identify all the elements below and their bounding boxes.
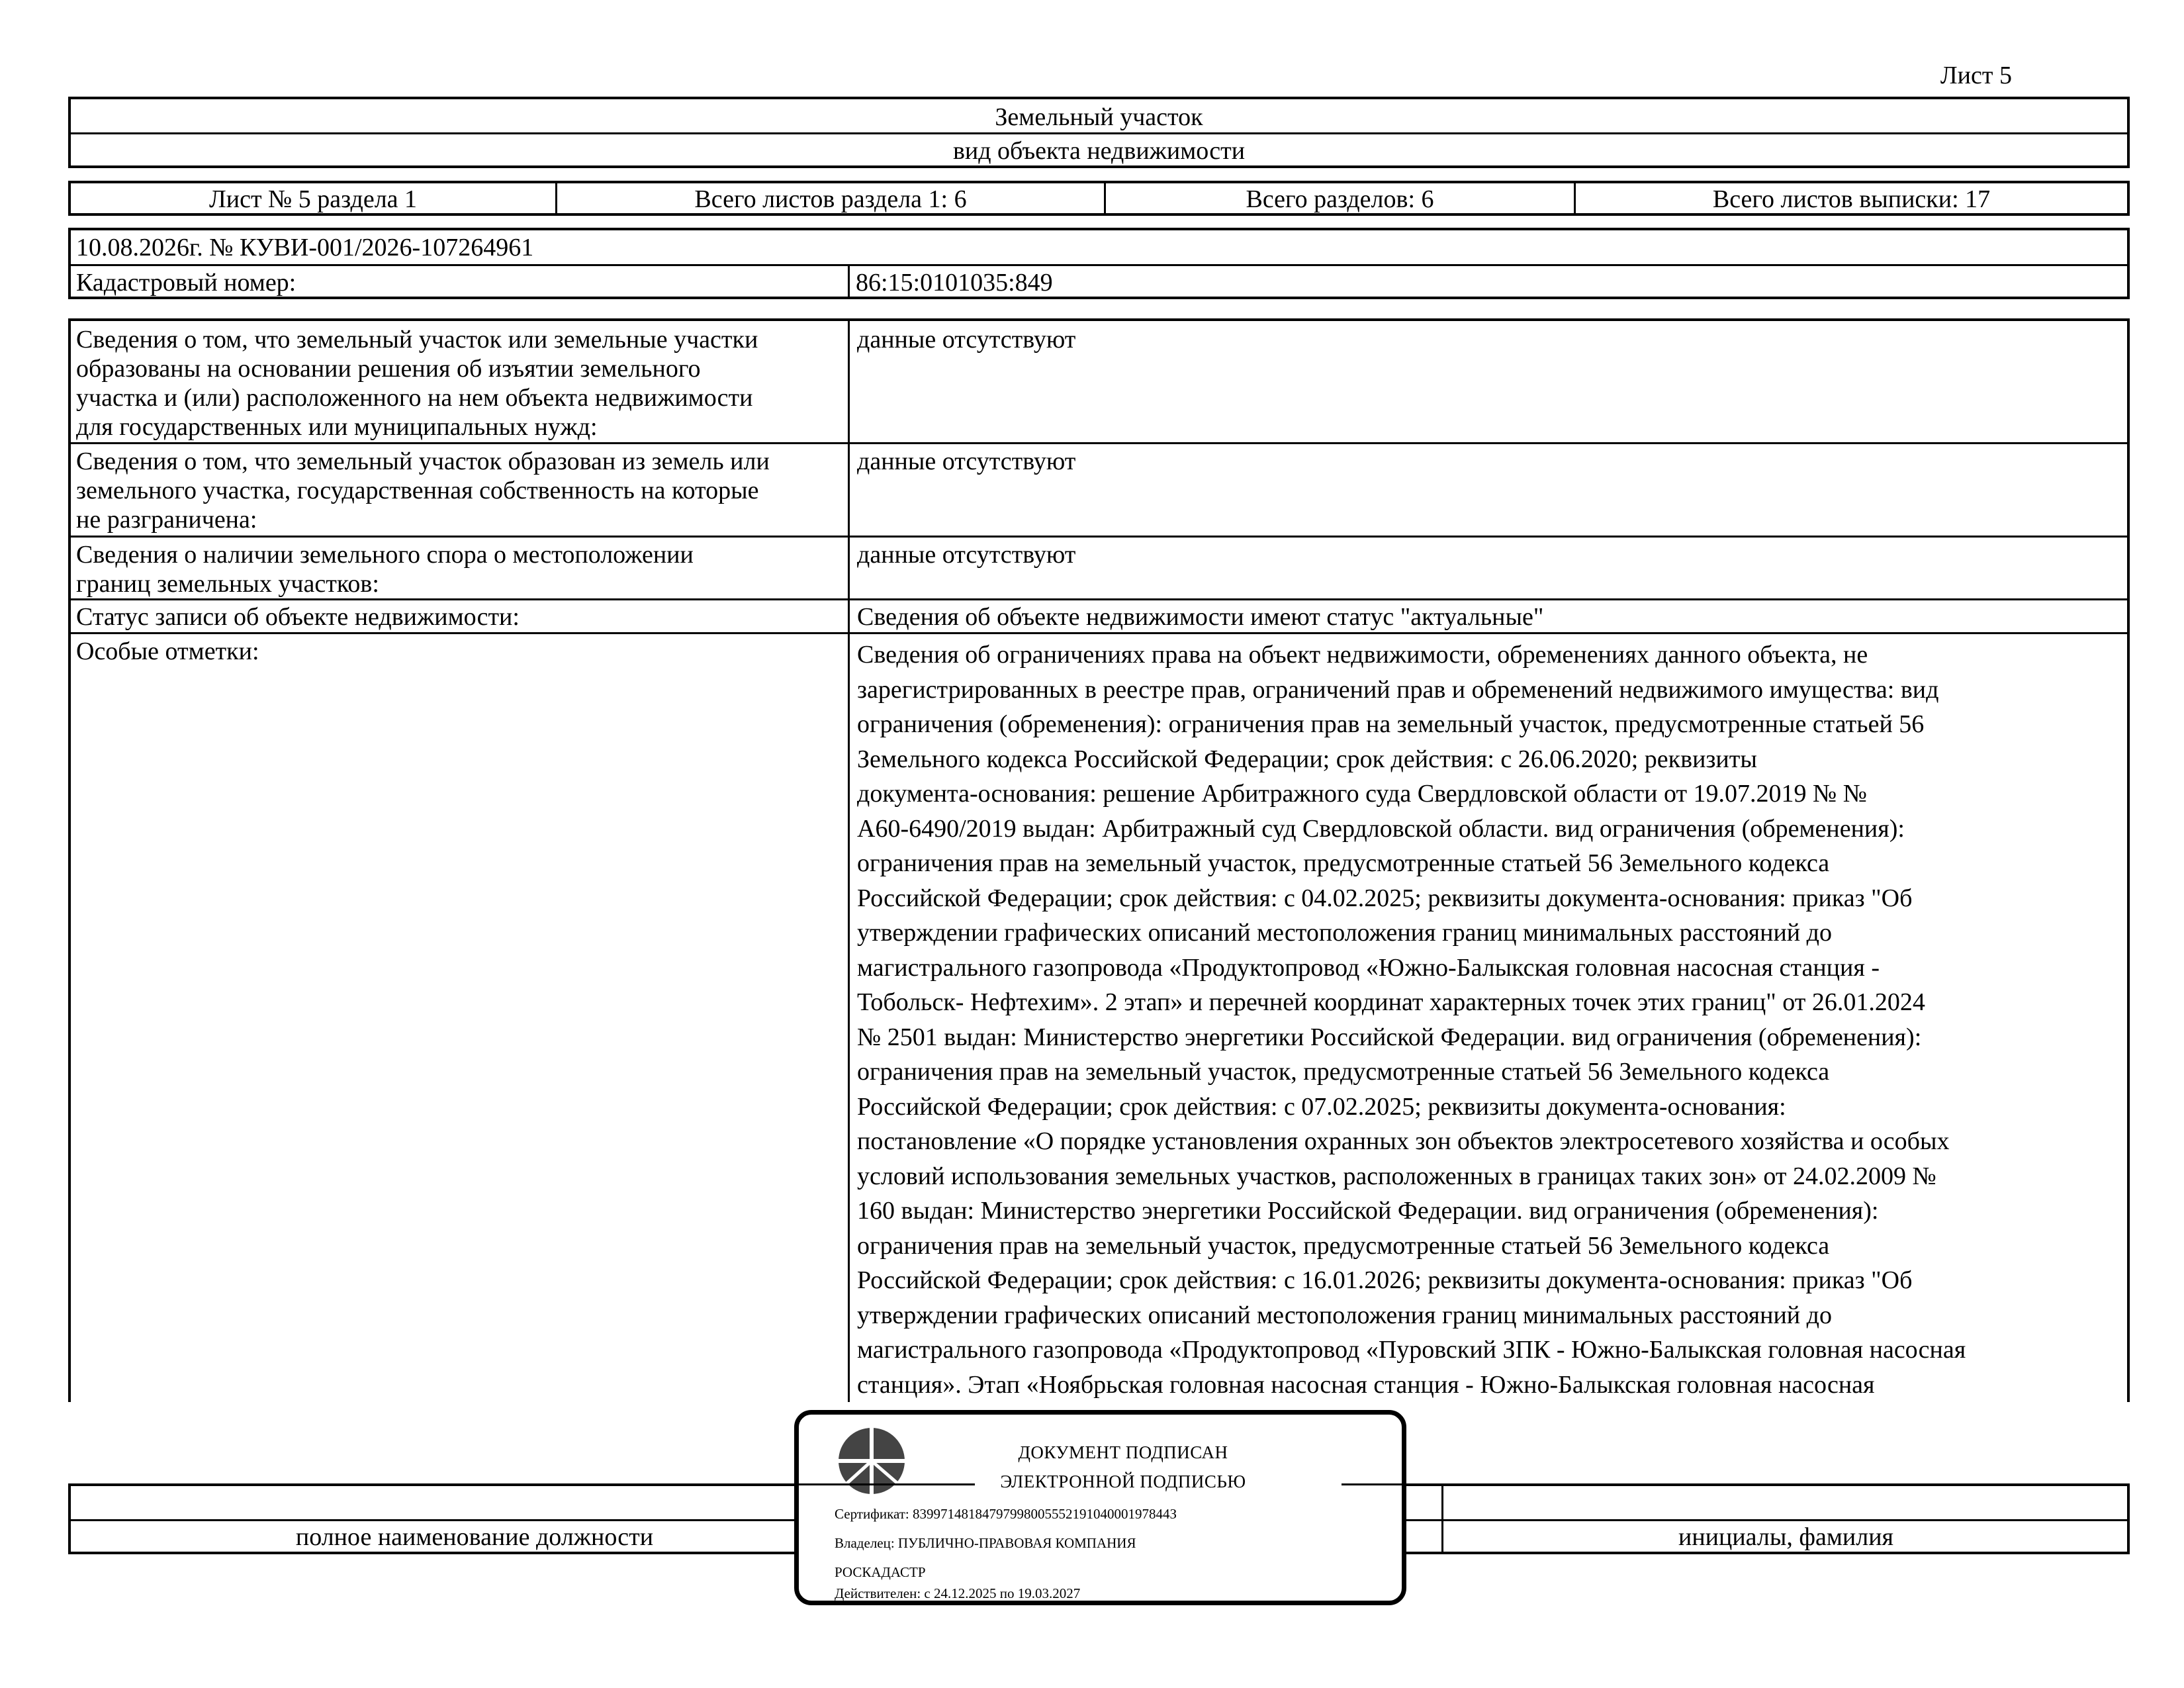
divider: [1441, 1486, 1443, 1552]
electronic-signature-stamp: [794, 1410, 1406, 1605]
sheet-of-section: Лист № 5 раздела 1: [208, 185, 418, 213]
detail-value-seizure: данные отсутствуют: [857, 326, 1076, 353]
special-marks-line: ограничения прав на земельный участок, предусмотренные статьей 56 Земельного кодекса: [857, 1231, 1830, 1260]
object-header: [68, 97, 2130, 168]
name-caption: инициалы, фамилия: [1678, 1523, 1894, 1551]
special-marks-line: ограничения прав на земельный участок, предусмотренные статьей 56 Земельного кодекса: [857, 1058, 1830, 1086]
object-type-caption: вид объекта недвижимости: [952, 137, 1246, 165]
special-marks-line: ограничения прав на земельный участок, предусмотренные статьей 56 Земельного кодекса: [857, 849, 1830, 877]
total-sheets-extract: Всего листов выписки: 17: [1712, 185, 1991, 213]
stamp-title-line1: ДОКУМЕНТ ПОДПИСАН: [1018, 1442, 1228, 1462]
detail-label-seizure: Сведения о том, что земельный участок или земельные участки образованы на основании решения об изъятии земельного участка и (или) расположенного на нем объекта недвижимости для государственных или муниципальных нужд:: [76, 326, 758, 441]
special-marks-line: Российской Федерации; срок действия: с 16.01.2026; реквизиты документа-основания: приказ "Об: [857, 1266, 1913, 1294]
stamp-rule-right: [1342, 1483, 1421, 1485]
special-marks-line: постановление «О порядке установления охранных зон объектов электросетевого хозяйства и особых: [857, 1127, 1950, 1155]
special-marks-text: [852, 637, 2126, 1399]
divider: [71, 132, 2127, 134]
special-marks-line: магистрального газопровода «Продуктопровод «Южно-Балыкская головная насосная станция -: [857, 953, 1880, 982]
details-table: [68, 318, 2130, 1402]
stamp-rule-left: [790, 1483, 975, 1485]
record-date-number: 10.08.2026г. № КУВИ-001/2026-107264961: [76, 234, 534, 261]
detail-value-status: Сведения об объекте недвижимости имеют статус "актуальные": [857, 603, 1544, 631]
detail-label-status: Статус записи об объекте недвижимости:: [76, 603, 520, 631]
cadastral-number-value: 86:15:0101035:849: [856, 269, 1053, 297]
total-sections: Всего разделов: 6: [1246, 185, 1434, 213]
divider: [848, 264, 850, 297]
special-marks-line: Тобольск- Нефтехим». 2 этап» и перечней координат характерных точек этих границ" от 26.01.2024: [857, 988, 1925, 1016]
stamp-owner-line2: РОСКАДАСТР: [835, 1564, 926, 1580]
stamp-valid-period: Действителен: с 24.12.2025 по 19.03.2027: [835, 1585, 1081, 1601]
special-marks-line: 160 выдан: Министерство энергетики Российской Федерации. вид ограничения (обременения):: [857, 1197, 1879, 1225]
special-marks-line: магистрального газопровода «Продуктопровод «Пуровский ЗПК - Южно-Балыкская головная насосная: [857, 1336, 1966, 1364]
detail-value-dispute: данные отсутствуют: [857, 541, 1076, 569]
row-divider: [71, 632, 2127, 634]
special-marks-line: утверждении графических описаний местоположения границ минимальных расстояний до: [857, 1301, 1832, 1329]
object-name: Земельный участок: [995, 103, 1203, 131]
detail-value-state-land: данные отсутствуют: [857, 447, 1076, 475]
stamp-owner-line1: Владелец: ПУБЛИЧНО-ПРАВОВАЯ КОМПАНИЯ: [835, 1535, 1136, 1551]
total-sheets-section: Всего листов раздела 1: 6: [694, 185, 967, 213]
special-marks-line: Сведения об ограничениях права на объект недвижимости, обременениях данного объекта, не: [857, 641, 1868, 669]
detail-label-state-land: Сведения о том, что земельный участок образован из земель или земельного участка, государственная собственность на которые не разграничена:: [76, 447, 770, 534]
position-caption: полное наименование должности: [295, 1523, 654, 1551]
special-marks-line: утверждении графических описаний местоположения границ минимальных расстояний до: [857, 919, 1832, 947]
stamp-title-line2: ЭЛЕКТРОННОЙ ПОДПИСЬЮ: [1000, 1472, 1246, 1491]
sheet-number-label: Лист 5: [1940, 62, 2012, 89]
row-divider: [71, 536, 2127, 538]
special-marks-line: Российской Федерации; срок действия: с 07.02.2025; реквизиты документа-основания:: [857, 1092, 1786, 1121]
special-marks-line: Земельного кодекса Российской Федерации; срок действия: с 26.06.2020; реквизиты: [857, 745, 1757, 773]
divider: [71, 264, 2127, 266]
special-marks-line: станция». Этап «Ноябрьская головная насосная станция - Южно-Балыкская головная насосная: [857, 1370, 1875, 1399]
special-marks-line: условий использования земельных участков, расположенных в границах таких зон» от 24.02.2009 №: [857, 1162, 1936, 1190]
row-divider: [71, 598, 2127, 600]
column-divider: [848, 321, 850, 1402]
sheet-info-row: [68, 181, 2130, 216]
detail-label-dispute: Сведения о наличии земельного спора о местоположении границ земельных участков:: [76, 541, 694, 598]
stamp-certificate: Сертификат: 8399714818479799800555219104000197844З: [835, 1506, 1177, 1522]
cadastral-number-label: Кадастровый номер:: [76, 269, 296, 297]
special-marks-line: зарегистрированных в реестре прав, ограничений прав и обременений недвижимого имущества: вид: [857, 675, 1939, 704]
special-marks-line: ограничения (обременения): ограничения прав на земельный участок, предусмотренные статьей 56: [857, 710, 1925, 738]
record-block: [68, 228, 2130, 299]
special-marks-label: Особые отметки:: [76, 637, 259, 665]
special-marks-line: Российской Федерации; срок действия: с 04.02.2025; реквизиты документа-основания: приказ "Об: [857, 884, 1913, 912]
special-marks-line: № 2501 выдан: Министерство энергетики Российской Федерации. вид ограничения (обременения):: [857, 1023, 1922, 1051]
row-divider: [71, 442, 2127, 444]
special-marks-line: документа-основания: решение Арбитражного суда Свердловской области от 19.07.2019 № №: [857, 780, 1868, 808]
special-marks-line: А60-6490/2019 выдан: Арбитражный суд Свердловской области. вид ограничения (обременения):: [857, 814, 1905, 843]
